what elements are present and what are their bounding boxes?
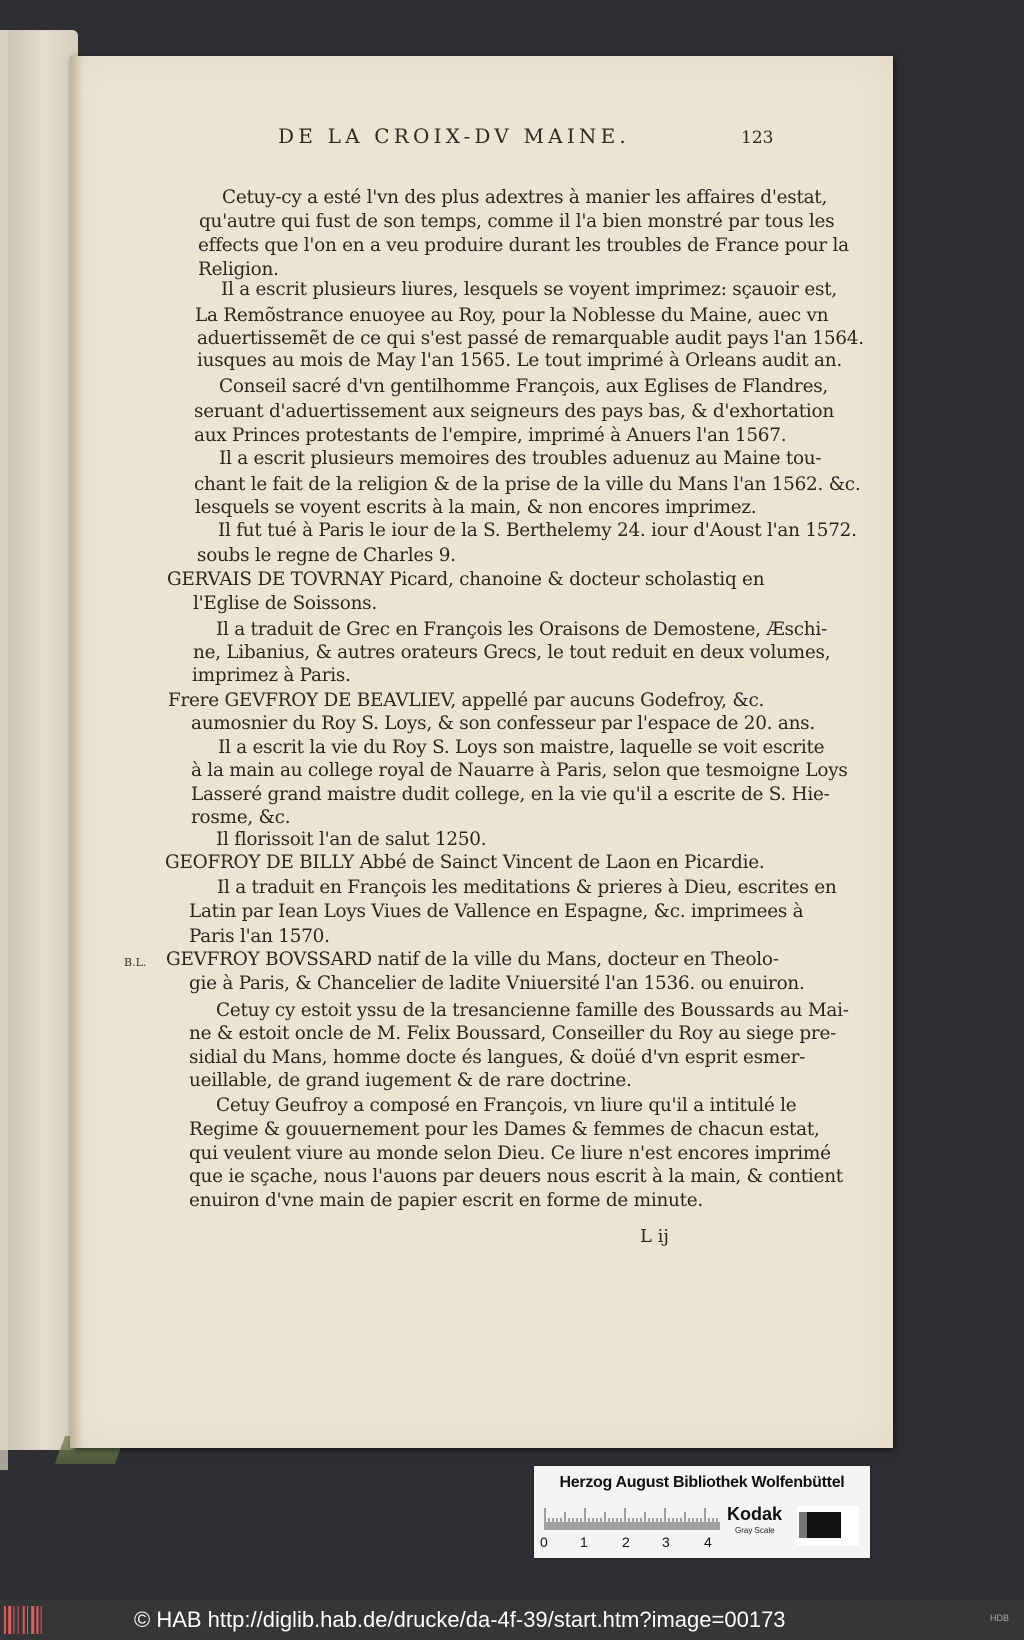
text-line: qu'autre qui fust de son temps, comme il l'a bien monstré par tous les: [199, 211, 835, 232]
text-line: La Remõstrance enuoyee au Roy, pour la Noblesse du Maine, auec vn: [195, 305, 829, 326]
ruler-digit: 0: [540, 1534, 548, 1550]
text-line: Regime & gouuernement pour les Dames & femmes de chacun estat,: [189, 1119, 820, 1140]
library-label: [534, 1466, 870, 1558]
text-line: imprimez à Paris.: [192, 665, 351, 686]
page-number: 123: [741, 128, 774, 148]
footer-corner-mark: HDB: [990, 1613, 1010, 1623]
label-title: Herzog August Bibliothek Wolfenbüttel: [559, 1474, 845, 1491]
text-line: effects que l'on en a veu produire durant les troubles de France pour la: [198, 235, 849, 256]
text-line: Il fut tué à Paris le iour de la S. Berthelemy 24. iour d'Aoust l'an 1572.: [218, 520, 857, 541]
text-line: Lasseré grand maistre dudit college, en la vie qu'il a escrite de S. Hie-: [191, 784, 830, 805]
running-head: DE LA CROIX-DV MAINE.: [278, 124, 630, 148]
text-line: Cetuy cy estoit yssu de la tresancienne famille des Boussards au Mai-: [216, 1000, 849, 1021]
text-line: ne, Libanius, & autres orateurs Grecs, le tout reduit en deux volumes,: [193, 642, 831, 663]
text-line: Cetuy Geufroy a composé en François, vn liure qu'il a intitulé le: [216, 1095, 797, 1116]
grey-patch: [799, 1512, 807, 1538]
text-line: ne & estoit oncle de M. Felix Boussard, Conseiller du Roy au siege pre-: [189, 1023, 837, 1044]
text-line: Frere GEVFROY DE BEAVLIEV, appellé par aucuns Godefroy, &c.: [168, 690, 765, 711]
text-line: aumosnier du Roy S. Loys, & son confesseur par l'espace de 20. ans.: [191, 713, 815, 734]
text-line: Conseil sacré d'vn gentilhomme François, aux Eglises de Flandres,: [219, 376, 828, 397]
text-line: GEOFROY DE BILLY Abbé de Sainct Vincent de Laon en Picardie.: [165, 852, 765, 873]
text-line: Il florissoit l'an de salut 1250.: [216, 829, 487, 850]
margin-note: B.L.: [124, 956, 147, 969]
ruler-digits: [540, 1534, 730, 1552]
ruler-digit: 4: [704, 1534, 712, 1550]
text-line: rosme, &c.: [191, 807, 291, 828]
text-line: soubs le regne de Charles 9.: [197, 545, 456, 566]
text-line: l'Eglise de Soissons.: [193, 593, 377, 614]
text-line: Cetuy-cy a esté l'vn des plus adextres à manier les affaires d'estat,: [222, 187, 828, 208]
text-line: seruant d'aduertissement aux seigneurs des pays bas, & d'exhortation: [194, 401, 834, 422]
text-line: iusques au mois de May l'an 1565. Le tout imprimé à Orleans audit an.: [197, 350, 842, 371]
ruler-digit: 3: [662, 1534, 670, 1550]
text-line: qui veulent viure au monde selon Dieu. Ce liure n'est encores imprimé: [189, 1143, 831, 1164]
ruler-digit: 2: [622, 1534, 630, 1550]
ruler-digit: 1: [580, 1534, 588, 1550]
text-line: aduertissemẽt de ce qui s'est passé de remarquable audit pays l'an 1564.: [197, 328, 864, 349]
text-line: chant le fait de la religion & de la prise de la ville du Mans l'an 1562. &c.: [194, 474, 861, 495]
text-line: Il a traduit de Grec en François les Oraisons de Demostene, Æschi-: [216, 619, 827, 640]
text-line: que ie sçache, nous l'auons par deuers nous escrit à la main, & contient: [189, 1166, 843, 1187]
text-line: à la main au college royal de Nauarre à Paris, selon que tesmoigne Loys: [191, 760, 848, 781]
text-line: Religion.: [198, 259, 279, 280]
text-line: Latin par Iean Loys Viues de Vallence en Espagne, &c. imprimees à: [189, 901, 804, 922]
text-line: Il a escrit la vie du Roy S. Loys son maistre, laquelle se voit escrite: [218, 737, 825, 758]
footer-bar: [0, 1600, 1024, 1640]
barcode-icon: [4, 1606, 46, 1634]
text-line: gie à Paris, & Chancelier de ladite Vniuersité l'an 1536. ou enuiron.: [189, 973, 805, 994]
black-patch: [807, 1512, 841, 1538]
text-line: ueillable, de grand iugement & de rare doctrine.: [189, 1070, 632, 1091]
text-line: aux Princes protestants de l'empire, imprimé à Anuers l'an 1567.: [194, 425, 787, 446]
text-line: sidial du Mans, homme docte és langues, & doüé d'vn esprit esmer-: [189, 1047, 806, 1068]
footer-link[interactable]: © HAB http://diglib.hab.de/drucke/da-4f-39/start.htm?image=00173: [134, 1607, 786, 1632]
text-line: enuiron d'vne main de papier escrit en forme de minute.: [189, 1190, 704, 1211]
left-page-edge: [0, 30, 78, 1450]
book-page: [70, 56, 893, 1448]
text-line: Il a traduit en François les meditations & prieres à Dieu, escrites en: [217, 877, 837, 898]
text-line: GERVAIS DE TOVRNAY Picard, chanoine & docteur scholastiq en: [167, 569, 765, 590]
text-line: GEVFROY BOVSSARD natif de la ville du Mans, docteur en Theolo-: [166, 949, 779, 970]
signature-mark: L ij: [640, 1226, 670, 1247]
ruler-icon: [544, 1506, 720, 1530]
text-line: Paris l'an 1570.: [189, 926, 330, 947]
text-line: lesquels se voyent escrits à la main, & non encores imprimez.: [195, 497, 757, 518]
text-line: Il a escrit plusieurs liures, lesquels se voyent imprimez: sçauoir est,: [221, 279, 837, 300]
text-line: Il a escrit plusieurs memoires des troubles aduenuz au Maine tou-: [219, 448, 822, 469]
kodak-logo: Kodak: [727, 1504, 783, 1524]
grayscale-caption: Gray Scale: [735, 1526, 775, 1535]
